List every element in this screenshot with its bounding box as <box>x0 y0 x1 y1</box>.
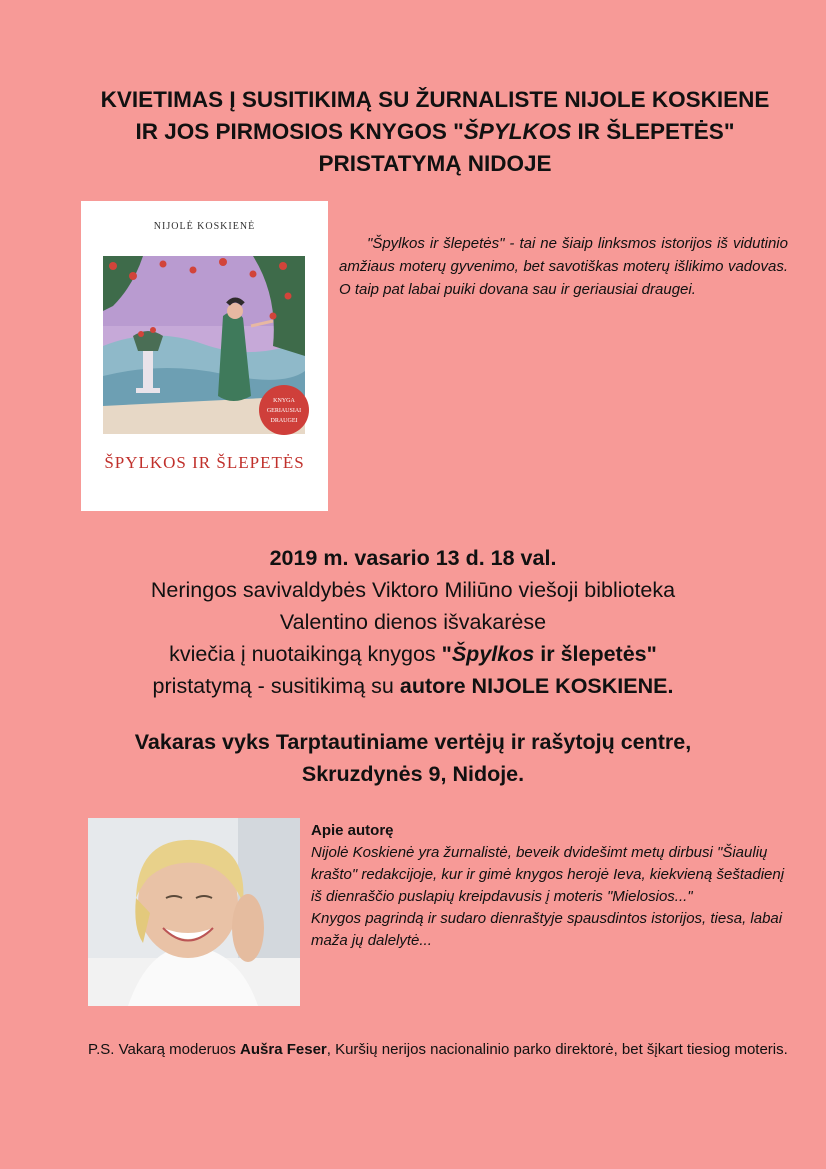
about-author <box>311 820 791 952</box>
event-occasion: Valentino dienos išvakarėse <box>279 610 547 634</box>
badge-text-3: DRAUGEI <box>270 418 298 424</box>
book-intro-text: "Špylkos ir šlepetės" - tai ne šiaip linksmos istorijos iš vidutinio amžiaus moterų gyvenimo, bet savotiškas moterų išlikimo vadovas. O taip pat labai puiki dovana sau ir geriausiai draugei. <box>339 235 788 298</box>
about-text-2: Knygos pagrindą ir sudaro dienraštyje spausdintos istorijos, tiesa, labai maža jų dalelytė... <box>311 910 783 949</box>
book-cover-author: NIJOLĖ KOSKIENĖ <box>153 221 256 232</box>
event-venue <box>20 726 806 790</box>
event-details <box>20 542 806 702</box>
book-cover-title: ŠPYLKOS IR ŠLEPETĖS <box>104 453 305 472</box>
author-photo <box>88 818 300 1006</box>
title-line-3: PRISTATYMĄ NIDOJE <box>318 151 552 176</box>
invite-book-title <box>442 642 657 666</box>
ps-start: P.S. Vakarą moderuos <box>88 1041 241 1058</box>
invite-italic: Špylkos <box>451 642 535 666</box>
ps-moderator: Aušra Feser <box>240 1041 327 1058</box>
venue-line-1: Vakaras vyks Tarptautiniame vertėjų ir rašytojų centre, <box>134 730 692 754</box>
event-invite <box>20 638 806 670</box>
invite-quote: " <box>441 642 452 666</box>
invite-start: kviečia į nuotaikingą knygos <box>169 642 442 666</box>
book-cover <box>81 201 328 511</box>
page-title <box>60 84 810 180</box>
title-line-2-start: IR JOS PIRMOSIOS KNYGOS " <box>135 119 464 144</box>
about-text-1: Nijolė Koskienė yra žurnalistė, beveik dvidešimt metų dirbusi "Šiaulių krašto" redakcijoje, kur ir gimė knygos herojė Ieva, kiekvieną šeštadienį iš dienraščio puslapių kreipdavusis į moteris "Mielosios..." <box>311 844 785 905</box>
event-library: Neringos savivaldybės Viktoro Miliūno viešoji biblioteka <box>150 578 676 602</box>
presentation-start: pristatymą - susitikimą su <box>152 674 400 698</box>
event-presentation <box>20 670 806 702</box>
presentation-author: autore NIJOLE KOSKIENE. <box>399 674 674 698</box>
ps-end: , Kuršių nerijos nacionalinio parko direktorė, bet šįkart tiesiog moteris. <box>326 1041 788 1058</box>
invite-rest: ir šlepetės" <box>534 642 657 666</box>
event-date: 2019 m. vasario 13 d. 18 val. <box>269 546 557 570</box>
about-heading: Apie autorę <box>311 822 394 839</box>
book-intro <box>339 232 788 301</box>
title-line-1: KVIETIMAS Į SUSITIKIMĄ SU ŽURNALISTE NIJOLE KOSKIENE <box>100 87 770 112</box>
title-line-2 <box>60 116 810 148</box>
book-cover-badge <box>258 384 310 436</box>
venue-line-2: Skruzdynės 9, Nidoje. <box>301 762 525 786</box>
title-line-2-end: IR ŠLEPETĖS" <box>571 119 735 144</box>
badge-text-2: GERIAUSIAI <box>266 408 302 414</box>
postscript <box>88 1038 788 1061</box>
title-line-2-italic: ŠPYLKOS <box>463 119 572 144</box>
badge-text-1: KNYGA <box>273 398 295 404</box>
